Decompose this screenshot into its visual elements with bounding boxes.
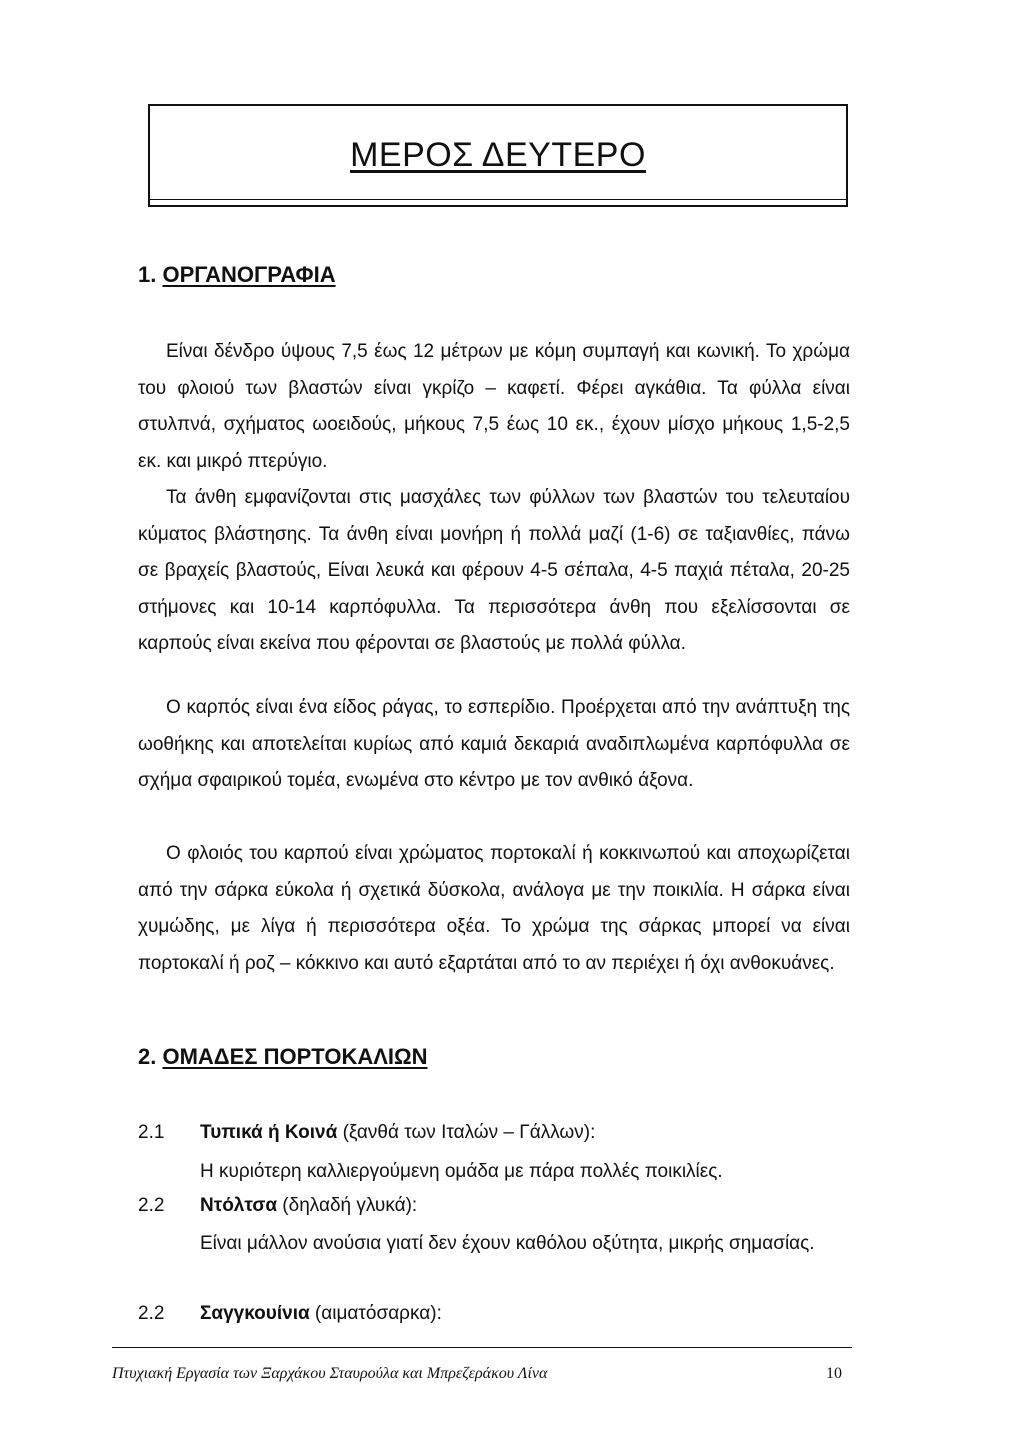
- subsection-name: Τυπικά ή Κοινά: [200, 1122, 338, 1143]
- paragraph-2: Τα άνθη εμφανίζονται στις μασχάλες των φύλλων των βλαστών του τελευταίου κύματος βλάστησης. Τα άνθη είναι μονήρη ή πολλά μαζί (1-6) σε ταξιανθίες, πάνω σε βραχείς βλαστούς, Είναι λευκά και φέρουν 4-5 σέπαλα, 4-5 παχιά πέταλα, 20-25 στήμονες και 10-14 καρπόφυλλα. Τα περισσότερα άνθη που εξελίσσονται σε καρπούς είναι εκείνα που φέρονται σε βλαστούς με πολλά φύλλα.: [138, 487, 850, 654]
- paragraph-4: Ο φλοιός του καρπού είναι χρώματος πορτοκαλί ή κοκκινωπού και αποχωρίζεται από την σάρκα εύκολα ή σχετικά δύσκολα, ανάλογα με την ποικιλία. Η σάρκα είναι χυμώδης, με λίγα ή περισσότερα οξέα. Το χρώμα της σάρκας μπορεί να είναι πορτοκαλί ή ροζ – κόκκινο και αυτό εξαρτάται από το αν περιέχει ή όχι ανθοκυάνες.: [138, 843, 850, 974]
- paragraph-1: Είναι δένδρο ύψους 7,5 έως 12 μέτρων με κόμη συμπαγή και κωνική. Το χρώμα του φλοιού των βλαστών είναι γκρίζο – καφετί. Φέρει αγκάθια. Τα φύλλα είναι στυλπνά, σχήματος ωοειδούς, μήκους 7,5 έως 10 εκ., έχουν μίσχο μήκους 1,5-2,5 εκ. και μικρό πτερύγιο.: [138, 341, 850, 472]
- subsection-title: [200, 1122, 850, 1144]
- section-title: ΟΜΑΔΕΣ ΠΟΡΤΟΚΑΛΙΩΝ: [162, 1044, 428, 1069]
- subsection-body: Είναι μάλλον ανούσια γιατί δεν έχουν καθόλου οξύτητα, μικρής σημασίας.: [200, 1233, 815, 1254]
- title-box: [148, 104, 848, 207]
- subsection-title: [200, 1195, 850, 1217]
- subsection-name: Ντόλτσα: [200, 1195, 278, 1216]
- subsection-number: 2.1: [138, 1122, 165, 1143]
- footer-text: Πτυχιακή Εργασία των Ξαρχάκου Σταυρούλα και Μπρεζεράκου Λίνα: [112, 1365, 548, 1382]
- subsection-body: Η κυριότερη καλλιεργούμενη ομάδα με πάρα πολλές ποικιλίες.: [200, 1161, 723, 1182]
- footer-rule: [112, 1347, 852, 1348]
- paragraph-3: Ο καρπός είναι ένα είδος ράγας, το εσπερίδιο. Προέρχεται από την ανάπτυξη της ωοθήκης και αποτελείται κυρίως από καμιά δεκαριά αναδιπλωμένα καρπόφυλλα σε σχήμα σφαιρικού τομέα, ενωμένα στο κέντρο με τον ανθικό άξονα.: [138, 697, 850, 791]
- subsection-detail: (δηλαδή γλυκά):: [277, 1195, 418, 1216]
- subsection-number: 2.2: [138, 1303, 165, 1324]
- subsection-detail: (ξανθά των Ιταλών – Γάλλων):: [337, 1122, 596, 1143]
- subsection-name: Σαγγκουίνια: [200, 1303, 310, 1324]
- section-heading-1: [138, 262, 336, 288]
- section-title: ΟΡΓΑΝΟΓΡΑΦΙΑ: [162, 262, 336, 287]
- page-title: ΜΕΡΟΣ ΔΕΥΤΕΡΟ: [350, 136, 646, 174]
- subsection-number: 2.2: [138, 1195, 165, 1216]
- section-heading-2: [138, 1044, 428, 1070]
- section-number: 1.: [138, 262, 157, 287]
- page-number: 10: [826, 1365, 842, 1382]
- title-box-inner-rule: [150, 199, 846, 200]
- section-number: 2.: [138, 1044, 157, 1069]
- subsection-detail: (αιματόσαρκα):: [309, 1303, 442, 1324]
- subsection-title: [200, 1303, 850, 1325]
